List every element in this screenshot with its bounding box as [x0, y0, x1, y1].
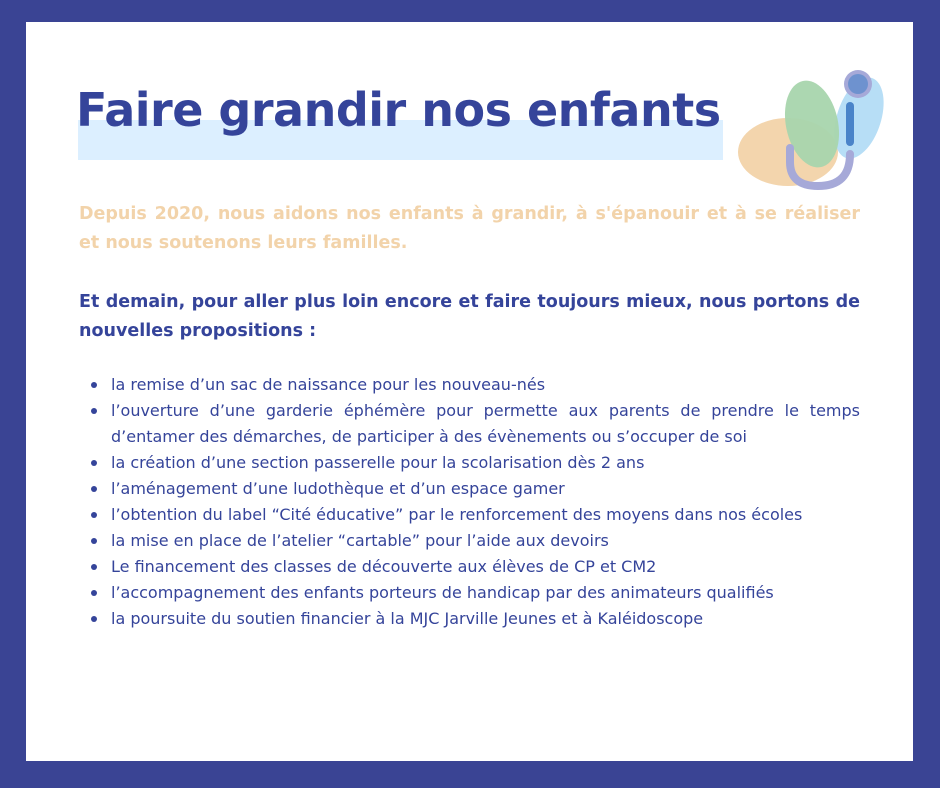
list-item: l’ouverture d’une garderie éphémère pour permette aux parents de prendre le temps d’entamer des démarches, de participer à des évènements ou s’occuper de soi — [111, 398, 860, 450]
list-item: l’aménagement d’une ludothèque et d’un espace gamer — [111, 476, 860, 502]
lead-text: Et demain, pour aller plus loin encore et faire toujours mieux, nous portons de nouvelles propositions : — [79, 292, 860, 341]
page-title: Faire grandir nos enfants — [76, 83, 721, 137]
content-card — [26, 22, 913, 761]
list-item: l’obtention du label “Cité éducative” par le renforcement des moyens dans nos écoles — [111, 502, 860, 528]
abstract-shapes-logo-icon — [734, 44, 894, 190]
list-item: Le financement des classes de découverte aux élèves de CP et CM2 — [111, 554, 860, 580]
list-item: l’accompagnement des enfants porteurs de handicap par des animateurs qualifiés — [111, 580, 860, 606]
proposals-list — [111, 372, 860, 632]
intro-text: Depuis 2020, nous aidons nos enfants à grandir, à s'épanouir et à se réaliser et nous soutenons leurs familles. — [79, 204, 860, 253]
list-item: la mise en place de l’atelier “cartable” pour l’aide aux devoirs — [111, 528, 860, 554]
list-item: la création d’une section passerelle pour la scolarisation dès 2 ans — [111, 450, 860, 476]
list-item: la remise d’un sac de naissance pour les nouveau-nés — [111, 372, 860, 398]
list-item: la poursuite du soutien financier à la MJC Jarville Jeunes et à Kaléidoscope — [111, 606, 860, 632]
